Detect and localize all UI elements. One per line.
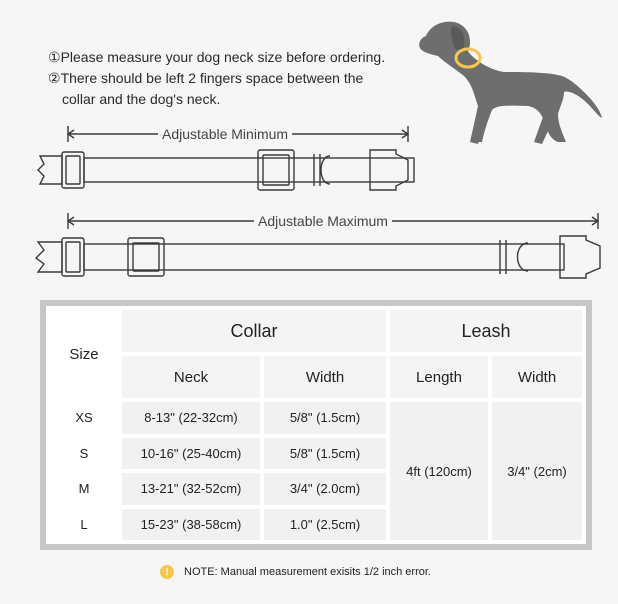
leash-width-header: Width [492, 356, 582, 398]
collar-maximum-drawing [36, 236, 600, 278]
collar-width-header: Width [264, 356, 386, 398]
table-header-row-1 [50, 310, 582, 352]
collar-header: Collar [122, 310, 386, 352]
instruction-2-text-b: collar and the dog's neck. [62, 91, 221, 107]
instruction-2-continued [48, 90, 418, 109]
collar-width-cell: 5/8" (1.5cm) [264, 402, 386, 434]
table-header-row-2 [50, 356, 582, 398]
size-cell: XS [50, 402, 118, 434]
collar-width-cell: 1.0" (2.5cm) [264, 509, 386, 541]
instruction-2 [48, 69, 418, 88]
size-cell: M [50, 473, 118, 505]
note [160, 565, 500, 579]
collar-width-cell: 5/8" (1.5cm) [264, 438, 386, 470]
collar-minimum-drawing [38, 150, 414, 190]
size-table [46, 306, 586, 544]
neck-cell: 15-23" (38-58cm) [122, 509, 260, 541]
neck-cell: 13-21" (32-52cm) [122, 473, 260, 505]
dog-illustration [412, 14, 612, 152]
note-text: NOTE: Manual measurement exisits 1/2 inch error. [184, 566, 431, 578]
instruction-1-text: Please measure your dog neck size before ordering. [60, 49, 386, 65]
instruction-1 [48, 48, 418, 67]
instruction-2-number: ② [48, 70, 61, 86]
length-header: Length [390, 356, 488, 398]
adjustable-maximum-label: Adjustable Maximum [254, 213, 392, 229]
instructions [48, 48, 418, 111]
size-cell: L [50, 509, 118, 541]
size-table-container [40, 300, 592, 550]
neck-header: Neck [122, 356, 260, 398]
leash-width-cell: 3/4" (2cm) [492, 402, 582, 540]
size-cell: S [50, 438, 118, 470]
table-row [50, 402, 582, 434]
leash-length-cell: 4ft (120cm) [390, 402, 488, 540]
neck-cell: 10-16" (25-40cm) [122, 438, 260, 470]
exclamation-icon: ! [160, 565, 174, 579]
leash-header: Leash [390, 310, 582, 352]
collar-width-cell: 3/4" (2.0cm) [264, 473, 386, 505]
size-header: Size [50, 310, 118, 398]
instruction-1-number: ① [48, 49, 61, 65]
instruction-2-text-a: There should be left 2 fingers space between the [60, 70, 364, 86]
neck-cell: 8-13" (22-32cm) [122, 402, 260, 434]
adjustable-minimum-label: Adjustable Minimum [158, 126, 292, 142]
